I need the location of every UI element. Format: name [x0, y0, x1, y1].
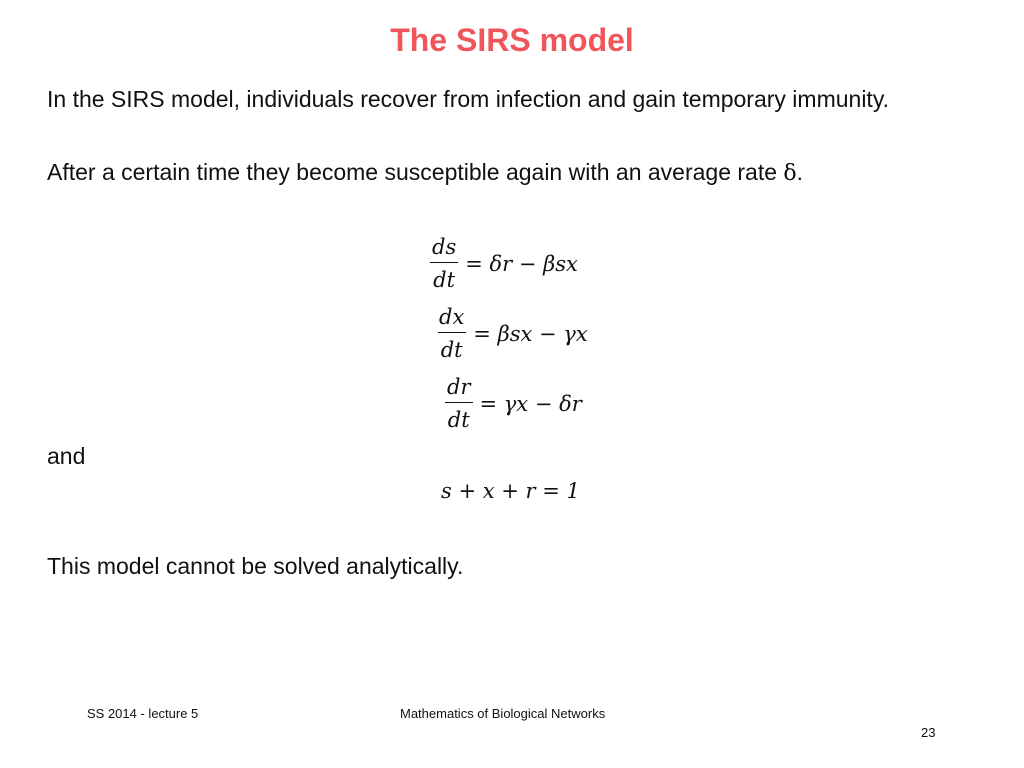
delta-symbol: δ: [783, 161, 797, 186]
equation-ds-dt: [429, 236, 578, 291]
rate-paragraph-text: After a certain time they become susceptible again with an average rate: [47, 159, 784, 185]
fraction-numerator: dr: [447, 375, 471, 399]
fraction-ds-dt: [429, 236, 459, 291]
equation-rhs: = δr − βsx: [465, 251, 578, 276]
footer-course-title: Mathematics of Biological Networks: [400, 706, 606, 721]
footer-lecture: SS 2014 - lecture 5: [87, 706, 199, 721]
fraction-numerator: dx: [439, 305, 465, 329]
equation-rhs: = γx − δr: [479, 391, 582, 416]
constraint-text: s + x + r = 1: [441, 479, 580, 503]
page-number: 23: [921, 725, 936, 740]
intro-paragraph: In the SIRS model, individuals recover from infection and gain temporary immunity.: [47, 86, 890, 112]
rate-paragraph: [47, 159, 803, 186]
and-label: and: [47, 443, 86, 469]
slide-title: The SIRS model: [390, 22, 634, 58]
equation-rhs: = βsx − γx: [473, 321, 588, 346]
rate-paragraph-end: .: [796, 159, 804, 185]
conclusion-paragraph: This model cannot be solved analytically.: [47, 553, 464, 579]
constraint-equation: [441, 480, 580, 502]
equation-dx-dt: [436, 306, 588, 361]
fraction-dx-dt: [436, 306, 467, 361]
fraction-denominator: dt: [438, 332, 466, 361]
fraction-numerator: ds: [432, 235, 457, 259]
fraction-denominator: dt: [445, 402, 473, 431]
equation-dr-dt: [444, 376, 582, 431]
fraction-dr-dt: [444, 376, 473, 431]
fraction-denominator: dt: [430, 262, 458, 291]
